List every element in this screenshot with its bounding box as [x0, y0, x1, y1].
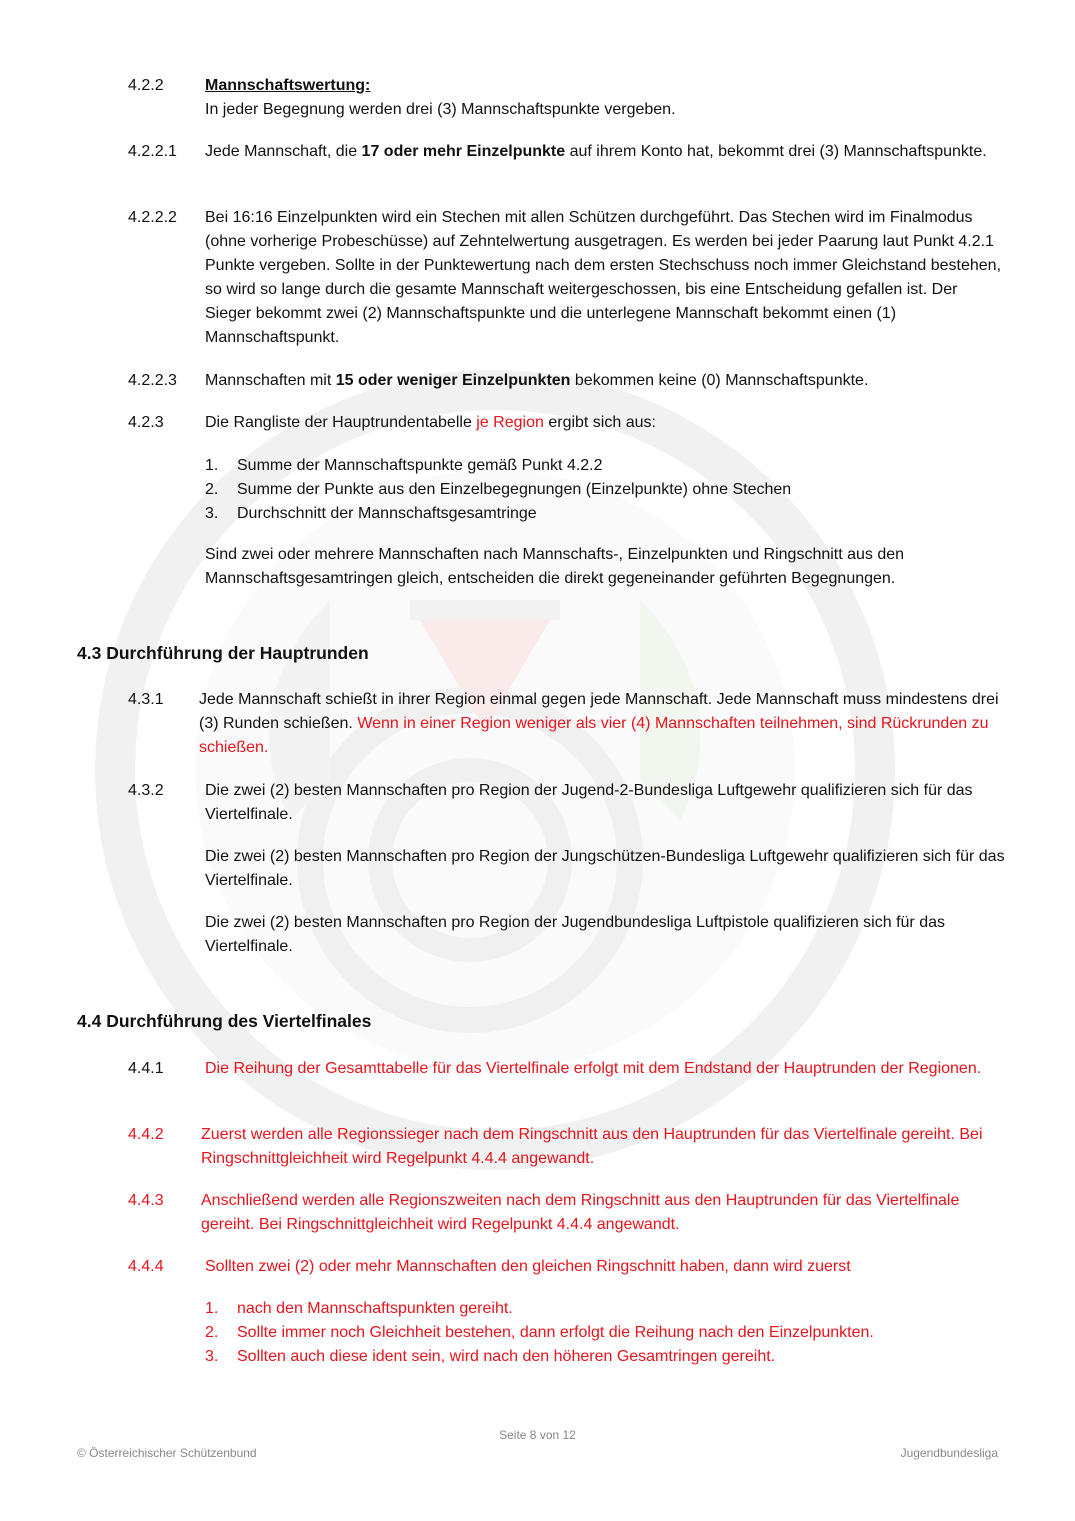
section-4-2-2-1 [205, 140, 1005, 164]
text-span: Mannschaften mit [205, 372, 336, 389]
list-text: Summe der Punkte aus den Einzelbegegnungen (Einzelpunkte) ohne Stechen [237, 481, 792, 498]
section-4-3-2-p3: Die zwei (2) besten Mannschaften pro Region der Jugendbundesliga Luftpistole qualifizieren sich für das Viertelfinale. [205, 914, 945, 955]
list-text: Summe der Mannschaftspunkte gemäß Punkt 4.2.2 [237, 457, 603, 474]
list-number: 2. [205, 481, 219, 498]
section-4-4-4: Sollten zwei (2) oder mehr Mannschaften den gleichen Ringschnitt haben, dann wird zuerst [205, 1258, 851, 1275]
section-heading-4-4: 4.4 Durchführung des Viertelfinales [77, 1011, 372, 1031]
list-number: 2. [205, 1324, 219, 1341]
list-number: 1. [205, 1300, 219, 1317]
section-title: Mannschaftswertung: [205, 77, 371, 94]
section-4-4-1: Die Reihung der Gesamttabelle für das Viertelfinale erfolgt mit dem Endstand der Hauptrunden der Regionen. [205, 1060, 982, 1077]
section-number: 4.4.3 [128, 1192, 164, 1209]
text-span: auf ihrem Konto hat, bekommt drei (3) Mannschaftspunkte. [565, 143, 987, 160]
page-number: Seite 8 von 12 [499, 1428, 576, 1442]
list-item [205, 502, 1005, 526]
section-number: 4.2.2.3 [128, 372, 177, 389]
text-span: Die Rangliste der Hauptrundentabelle [205, 414, 477, 431]
text-span: Jede Mannschaft schießt in ihrer Region einmal gegen jede Mannschaft. Jede Mannschaft muss mindestens drei (3) Runden schießen. [199, 691, 999, 732]
footer-copyright: © Österreichischer Schützenbund [77, 1446, 257, 1460]
red-span: je Region [476, 414, 544, 431]
section-4-3-1 [199, 688, 1005, 760]
section-4-2-3 [205, 411, 1005, 435]
section-4-4-2: Zuerst werden alle Regionssieger nach dem Ringschnitt aus den Hauptrunden für das Viertelfinale gereiht. Bei Ringschnittgleichheit wird Regelpunkt 4.4.4 angewandt. [201, 1126, 983, 1167]
list-item [205, 1321, 1005, 1345]
text-span: bekommen keine (0) Mannschaftspunkte. [570, 372, 869, 389]
bold-span: 15 oder weniger Einzelpunkten [335, 372, 571, 389]
footer-title: Jugendbundesliga [900, 1446, 998, 1460]
section-4-3-2-p2: Die zwei (2) besten Mannschaften pro Region der Jungschützen-Bundesliga Luftgewehr qualifizieren sich für das Viertelfinale. [205, 848, 1005, 889]
section-number: 4.2.3 [128, 414, 164, 431]
section-number: 4.2.2.2 [128, 209, 177, 226]
text-span: Jede Mannschaft, die [205, 143, 362, 160]
section-4-2-2-2: Bei 16:16 Einzelpunkten wird ein Stechen mit allen Schützen durchgeführt. Das Stechen wird im Finalmodus (ohne vorherige Probeschüsse) auf Zehntelwertung ausgetragen. Es werden bei jeder Paarung laut Punkt 4.2.1 Punkte vergeben. Sollte in der Punktewertung nach dem ersten Stechschuss noch immer Gleichstand bestehen, so wird so lange durch die gesamte Mannschaft weitergeschossen, bis eine Entscheidung gefallen ist. Der Sieger bekommt zwei (2) Mannschaftspunkte und die unterlegene Mannschaft bekommt einen (1) Mannschaftspunkt. [205, 209, 1002, 346]
list-text: nach den Mannschaftspunkten gereiht. [237, 1300, 513, 1317]
numbered-list [205, 1297, 1005, 1369]
section-4-2-2 [205, 74, 1005, 122]
list-text: Sollte immer noch Gleichheit bestehen, dann erfolgt die Reihung nach den Einzelpunkten. [237, 1324, 874, 1341]
section-number: 4.2.2 [128, 77, 164, 94]
list-number: 1. [205, 457, 219, 474]
list-item [205, 478, 1005, 502]
section-heading-4-3: 4.3 Durchführung der Hauptrunden [77, 643, 369, 663]
list-text: Durchschnitt der Mannschaftsgesamtringe [237, 505, 537, 522]
list-text: Sollten auch diese ident sein, wird nach den höheren Gesamtringen gereiht. [237, 1348, 776, 1365]
list-item [205, 1297, 1005, 1321]
list-number: 3. [205, 1348, 219, 1365]
list-number: 3. [205, 505, 219, 522]
section-4-4-3: Anschließend werden alle Regionszweiten nach dem Ringschnitt aus den Hauptrunden für das Viertelfinale gereiht. Bei Ringschnittgleichheit wird Regelpunkt 4.4.4 angewandt. [201, 1192, 960, 1233]
section-number: 4.3.1 [128, 691, 164, 708]
red-span: Wenn in einer Region weniger als vier (4) Mannschaften teilnehmen, sind Rückrunden zu schießen. [199, 715, 989, 756]
numbered-list [205, 454, 1005, 526]
section-number: 4.2.2.1 [128, 143, 177, 160]
section-number: 4.4.1 [128, 1060, 164, 1077]
list-item [205, 1345, 1005, 1369]
section-4-2-2-3 [205, 369, 1005, 393]
section-number: 4.4.2 [128, 1126, 164, 1143]
list-item [205, 454, 1005, 478]
bold-span: 17 oder mehr Einzelpunkte [361, 143, 566, 160]
text-span: ergibt sich aus: [543, 414, 656, 431]
section-4-3-2-p1: Die zwei (2) besten Mannschaften pro Region der Jugend-2-Bundesliga Luftgewehr qualifizieren sich für das Viertelfinale. [205, 782, 973, 823]
section-number: 4.4.4 [128, 1258, 164, 1275]
section-number: 4.3.2 [128, 782, 164, 799]
section-text: In jeder Begegnung werden drei (3) Mannschaftspunkte vergeben. [205, 101, 676, 118]
paragraph: Sind zwei oder mehrere Mannschaften nach Mannschafts-, Einzelpunkten und Ringschnitt aus den Mannschaftsgesamtringen gleich, entscheiden die direkt gegeneinander geführten Begegnungen. [205, 546, 905, 587]
